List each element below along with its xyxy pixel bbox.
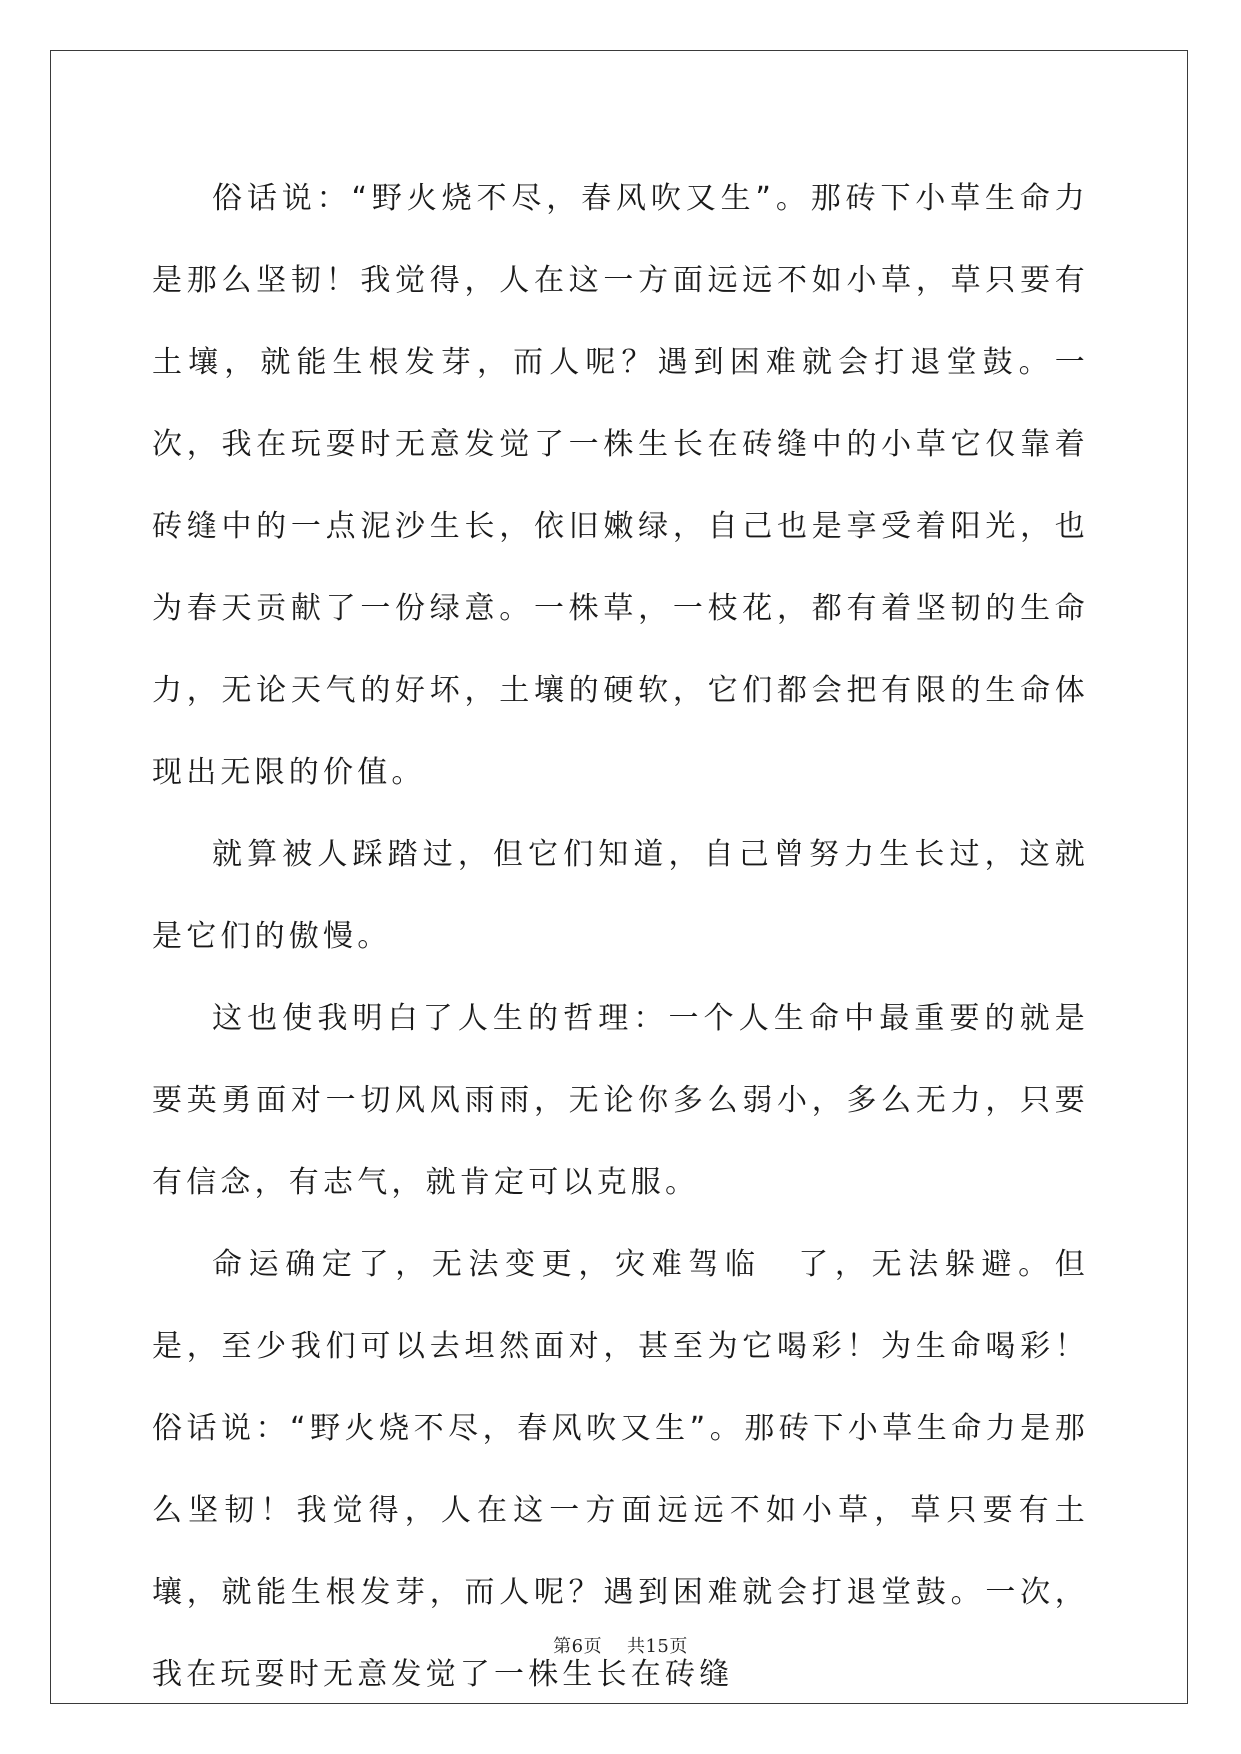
page-footer [0,1632,1241,1658]
page-total: 共15页 [626,1636,688,1657]
document-body [152,158,1089,1716]
paragraph: 俗话说：“野火烧不尽，春风吹又生”。那砖下小草生命力是那么坚韧！我觉得，人在这一方面远远不如小草，草只要有土壤，就能生根发芽，而人呢？遇到困难就会打退堂鼓。一次，我在玩耍时无意发觉了一株生长在砖缝中的小草它仅靠着砖缝中的一点泥沙生长，依旧嫩绿，自己也是享受着阳光，也为春天贡献了一份绿意。一株草，一枝花，都有着坚韧的生命力，无论天气的好坏，土壤的硬软，它们都会把有限的生命体现出无限的价值。 [152,181,1089,790]
paragraph: 这也使我明白了人生的哲理：一个人生命中最重要的就是要英勇面对一切风风雨雨，无论你多么弱小，多么无力，只要有信念，有志气，就肯定可以克服。 [152,1001,1089,1200]
page-number: 第6页 [553,1636,603,1657]
paragraph: 就算被人踩踏过，但它们知道，自己曾努力生长过，这就是它们的傲慢。 [152,837,1089,954]
paragraph: 命运确定了，无法变更，灾难驾临 了，无法躲避。但是，至少我们可以去坦然面对，甚至为它喝彩！为生命喝彩！俗话说：“野火烧不尽，春风吹又生”。那砖下小草生命力是那么坚韧！我觉得，人在这一方面远远不如小草，草只要有土壤，就能生根发芽，而人呢？遇到困难就会打退堂鼓。一次，我在玩耍时无意发觉了一株生长在砖缝 [152,1247,1089,1692]
